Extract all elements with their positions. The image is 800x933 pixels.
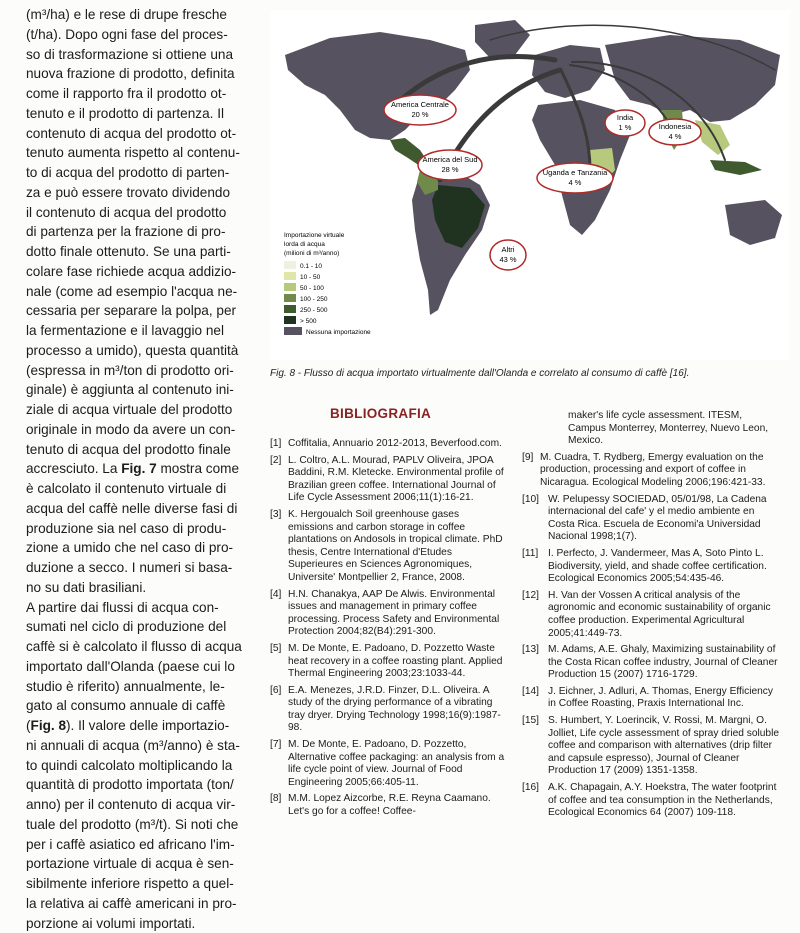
text-line: ni annuali di acqua (m³/anno) è sta- — [26, 736, 258, 756]
text-line: gato al consumo annuale di caffè — [26, 696, 258, 716]
reference-number: [13] — [522, 644, 539, 657]
text-line: nuova frazione di prodotto, definita — [26, 64, 258, 84]
text-line: per i caffè asiatico ed africano l'im- — [26, 835, 258, 855]
reference-entry — [270, 739, 505, 789]
text-line: (espressa in m³/ton di prodotto ori- — [26, 361, 258, 381]
references-column-1 — [270, 438, 505, 823]
text-line: no su dati brasiliani. — [26, 578, 258, 598]
legend-swatch — [284, 283, 296, 291]
text-line: originale in modo da avere un con- — [26, 420, 258, 440]
legend-label: 250 - 500 — [300, 307, 328, 314]
region-label-uganda-tanzania — [537, 163, 613, 193]
text-line: acqua del caffè nelle diverse fasi di — [26, 499, 258, 519]
text-line: dotto finale ottenuto. Se una parti- — [26, 242, 258, 262]
paragraph-methodology — [26, 5, 258, 598]
legend-label: 0.1 - 10 — [300, 263, 322, 270]
svg-text:India: India — [617, 113, 634, 122]
svg-text:Uganda e Tanzania: Uganda e Tanzania — [543, 168, 608, 177]
text-line: (Fig. 8). Il valore delle importazio- — [26, 716, 258, 736]
text-line: portazione virtuale di acqua è sen- — [26, 854, 258, 874]
text-line: tenuto aumenta rispetto al contenu- — [26, 143, 258, 163]
reference-entry — [522, 452, 780, 490]
text-line: tenuto e il prodotto di partenza. Il — [26, 104, 258, 124]
reference-number: [5] — [270, 643, 281, 656]
text-line: anno) per il contenuto di acqua vir- — [26, 795, 258, 815]
text-line: nale (come ad esempio l'acqua ne- — [26, 282, 258, 302]
text-line: il contenuto di acqua del prodotto — [26, 203, 258, 223]
reference-text: J. Eichner, J. Adluri, A. Thomas, Energy Efficiency in Coffee Roasting, Praxis International Inc. — [548, 686, 773, 710]
reference-number: [4] — [270, 589, 281, 602]
reference-text: M. De Monte, E. Padoano, D. Pozzetto Waste heat recovery in a coffee roasting plant. Applied Thermal Engineering 2003;23:1033-44. — [288, 643, 502, 679]
text-line: come il rapporto fra il prodotto ot- — [26, 84, 258, 104]
text-line: è calcolato il contenuto virtuale di — [26, 479, 258, 499]
svg-text:43 %: 43 % — [499, 255, 516, 264]
svg-text:Indonesia: Indonesia — [659, 122, 692, 131]
reference-number: [14] — [522, 686, 539, 699]
reference-text: A.K. Chapagain, A.Y. Hoekstra, The water footprint of coffee and tea consumption in the Netherlands, Ecological Economics 64 (2007) 109-118. — [548, 782, 776, 818]
legend-label: 10 - 50 — [300, 274, 321, 281]
text-line: A partire dai flussi di acqua con- — [26, 598, 258, 618]
legend-title-line-3: (milioni di m³/anno) — [284, 250, 339, 257]
reference-text: L. Coltro, A.L. Mourad, PAPLV Oliveira, JPOA Baddini, R.M. Kletecke. Environmental profile of Brazilian green coffee. International Journal of Life Cycle Assessment 2006;11(1):16-21. — [288, 455, 504, 504]
reference-text: K. Hergoualch Soil greenhouse gases emissions and carbon storage in coffee plantations on Andosols in tropical climate. PhD thesis, Centre International d'Etudes Superieures en Sciences Agronomiques, Universite' Montpellier 2, France, 2008. — [288, 509, 503, 583]
legend-label: 50 - 100 — [300, 285, 324, 292]
svg-text:28 %: 28 % — [441, 165, 458, 174]
body-text-column — [26, 5, 258, 933]
text-line: ziale di acqua virtuale del prodotto — [26, 400, 258, 420]
text-line: caffè si è calcolato il flusso di acqua — [26, 637, 258, 657]
text-line: importato dall'Olanda (paese cui lo — [26, 657, 258, 677]
reference-text: S. Humbert, Y. Loerincik, V. Rossi, M. Margni, O. Jolliet, Life cycle assessment of spray dried soluble coffee and comparison with alternatives (drip filter and capsule espresso), Journal of Cleaner Production 17 (2009) 1351-1358. — [548, 715, 779, 776]
legend-swatch — [284, 305, 296, 313]
text-line: to di acqua del prodotto di parten- — [26, 163, 258, 183]
region-label-altri — [490, 240, 526, 270]
legend-label: 100 - 250 — [300, 296, 328, 303]
svg-text:4 %: 4 % — [569, 178, 582, 187]
reference-text: M. Adams, A.E. Ghaly, Maximizing sustainability of the Costa Rican coffee industry, Journal of Cleaner Production 15 (2007) 1716-1729. — [548, 644, 778, 680]
reference-text: W. Pelupessy SOCIEDAD, 05/01/98, La Cadena internacional del cafe' y el medio ambiente en Costa Rica. Escuela de Economi'a Universidad Nacional 1998;1(7). — [548, 494, 767, 543]
reference-number: [1] — [270, 438, 281, 451]
text-line: tuale del prodotto (m³/t). Si noti che — [26, 815, 258, 835]
text-line: produzione sia nel caso di produ- — [26, 519, 258, 539]
text-line: quantità di prodotto importata (ton/ — [26, 775, 258, 795]
svg-text:1 %: 1 % — [619, 123, 632, 132]
reference-text: I. Perfecto, J. Vandermeer, Mas A, Soto Pinto L. Biodiversity, yield, and shade coffee certification. Ecological Economics 2005;54:435-46. — [548, 548, 767, 584]
reference-entry — [270, 643, 505, 681]
reference-entry — [270, 793, 505, 818]
legend-label: Nessuna importazione — [306, 329, 371, 336]
reference-number: [11] — [522, 548, 538, 561]
region-label-central-america — [384, 95, 456, 125]
svg-text:America del Sud: America del Sud — [422, 155, 477, 164]
reference-text: M.M. Lopez Aizcorbe, R.E. Reyna Caamano. Let's go for a coffee! Coffee- — [288, 793, 491, 817]
figure-caption: Fig. 8 - Flusso di acqua importato virtualmente dall'Olanda e correlato al consumo di caffè [16]. — [270, 368, 790, 379]
reference-entry — [270, 685, 505, 735]
legend-swatch — [284, 294, 296, 302]
text-line: contenuto di acqua del prodotto ot- — [26, 124, 258, 144]
reference-entry — [270, 455, 505, 505]
text-line: so di trasformazione si ottiene una — [26, 45, 258, 65]
legend-swatch — [284, 316, 296, 324]
text-line: accresciuto. La Fig. 7 mostra come — [26, 459, 258, 479]
text-line: (t/ha). Dopo ogni fase del proces- — [26, 25, 258, 45]
svg-text:20 %: 20 % — [411, 110, 428, 119]
region-label-south-america — [418, 150, 482, 180]
reference-number: [12] — [522, 590, 539, 603]
text-line: la relativa ai caffè americani in pro- — [26, 894, 258, 914]
reference-entry — [270, 438, 505, 451]
reference-entry — [522, 590, 780, 640]
legend-title-line-1: Importazione virtuale — [284, 232, 345, 239]
reference-text: Coffitalia, Annuario 2012-2013, Beverfood.com. — [288, 438, 502, 449]
text-line: di partenza per la frazione di pro- — [26, 222, 258, 242]
legend-label: > 500 — [300, 318, 317, 325]
reference-entry — [522, 494, 780, 544]
world-map-figure — [270, 10, 790, 360]
reference-text: M. De Monte, E. Padoano, D. Pozzetto, Alternative coffee packaging: an analysis from a life cycle point of view. Journal of Food Engineering 2005;66:405-11. — [288, 739, 504, 788]
text-line: duzione a secco. I numeri si basa- — [26, 558, 258, 578]
reference-number: [3] — [270, 509, 281, 522]
svg-text:America Centrale: America Centrale — [391, 100, 449, 109]
reference-number: [7] — [270, 739, 281, 752]
text-line: colare fase richiede acqua addizio- — [26, 262, 258, 282]
references-column-2 — [522, 410, 780, 824]
legend-title-line-2: lorda di acqua — [284, 241, 325, 248]
reference-continuation: maker's life cycle assessment. ITESM, Campus Monterrey, Monterrey, Nuevo Leon, Mexico. — [522, 410, 780, 448]
text-line: studio è riferito) annualmente, le- — [26, 677, 258, 697]
text-line: porzione ai volumi importati. — [26, 914, 258, 933]
reference-entry — [522, 715, 780, 778]
reference-entry — [522, 644, 780, 682]
text-line: cessaria per separare la polpa, per — [26, 301, 258, 321]
reference-number: [8] — [270, 793, 281, 806]
paragraph-import-flow — [26, 598, 258, 933]
reference-number: [2] — [270, 455, 281, 468]
text-line: tenuto di acqua del prodotto finale — [26, 440, 258, 460]
reference-number: [9] — [522, 452, 533, 465]
reference-text: H. Van der Vossen A critical analysis of the agronomic and economic sustainability of organic coffee production. Experimental Agricultural 2005;41:449-73. — [548, 590, 771, 639]
svg-text:4 %: 4 % — [669, 132, 682, 141]
reference-number: [10] — [522, 494, 539, 507]
reference-entry — [270, 509, 505, 585]
reference-text: H.N. Chanakya, AAP De Alwis. Environmental issues and management in primary coffee processing. Process Safety and Environmental Protection 2004;82(B4):291-300. — [288, 589, 499, 638]
text-line: ginale) è aggiunta al contenuto ini- — [26, 380, 258, 400]
reference-entry — [522, 686, 780, 711]
text-line: to quindi calcolato moltiplicando la — [26, 756, 258, 776]
text-line: la fermentazione e il lavaggio nel — [26, 321, 258, 341]
reference-entry — [522, 782, 780, 820]
reference-text: M. Cuadra, T. Rydberg, Emergy evaluation on the production, processing and export of coffee in Nicaragua. Ecological Modeling 2006;196:421-33. — [540, 452, 765, 488]
reference-entry — [270, 589, 505, 639]
legend-swatch — [284, 327, 302, 335]
text-line: sibilmente inferiore rispetto a quel- — [26, 874, 258, 894]
svg-text:Altri: Altri — [502, 245, 515, 254]
reference-number: [15] — [522, 715, 539, 728]
reference-number: [6] — [270, 685, 281, 698]
text-line: za e può essere trovato dividendo — [26, 183, 258, 203]
legend-swatch — [284, 272, 296, 280]
text-line: processo a umido), questa quantità — [26, 341, 258, 361]
text-line: (m³/ha) e le rese di drupe fresche — [26, 5, 258, 25]
reference-entry — [522, 548, 780, 586]
reference-number: [16] — [522, 782, 539, 795]
bibliography-heading: BIBLIOGRAFIA — [330, 406, 431, 421]
text-line: sumati nel ciclo di produzione del — [26, 617, 258, 637]
legend-swatch — [284, 261, 296, 269]
region-label-india — [605, 110, 645, 136]
reference-text: E.A. Menezes, J.R.D. Finzer, D.L. Oliveira. A study of the drying performance of a vibrating tray dryer. Drying Technology 1998;16(9):1987-98. — [288, 685, 501, 734]
region-label-indonesia — [649, 119, 701, 145]
text-line: zione a umido che nel caso di pro- — [26, 538, 258, 558]
